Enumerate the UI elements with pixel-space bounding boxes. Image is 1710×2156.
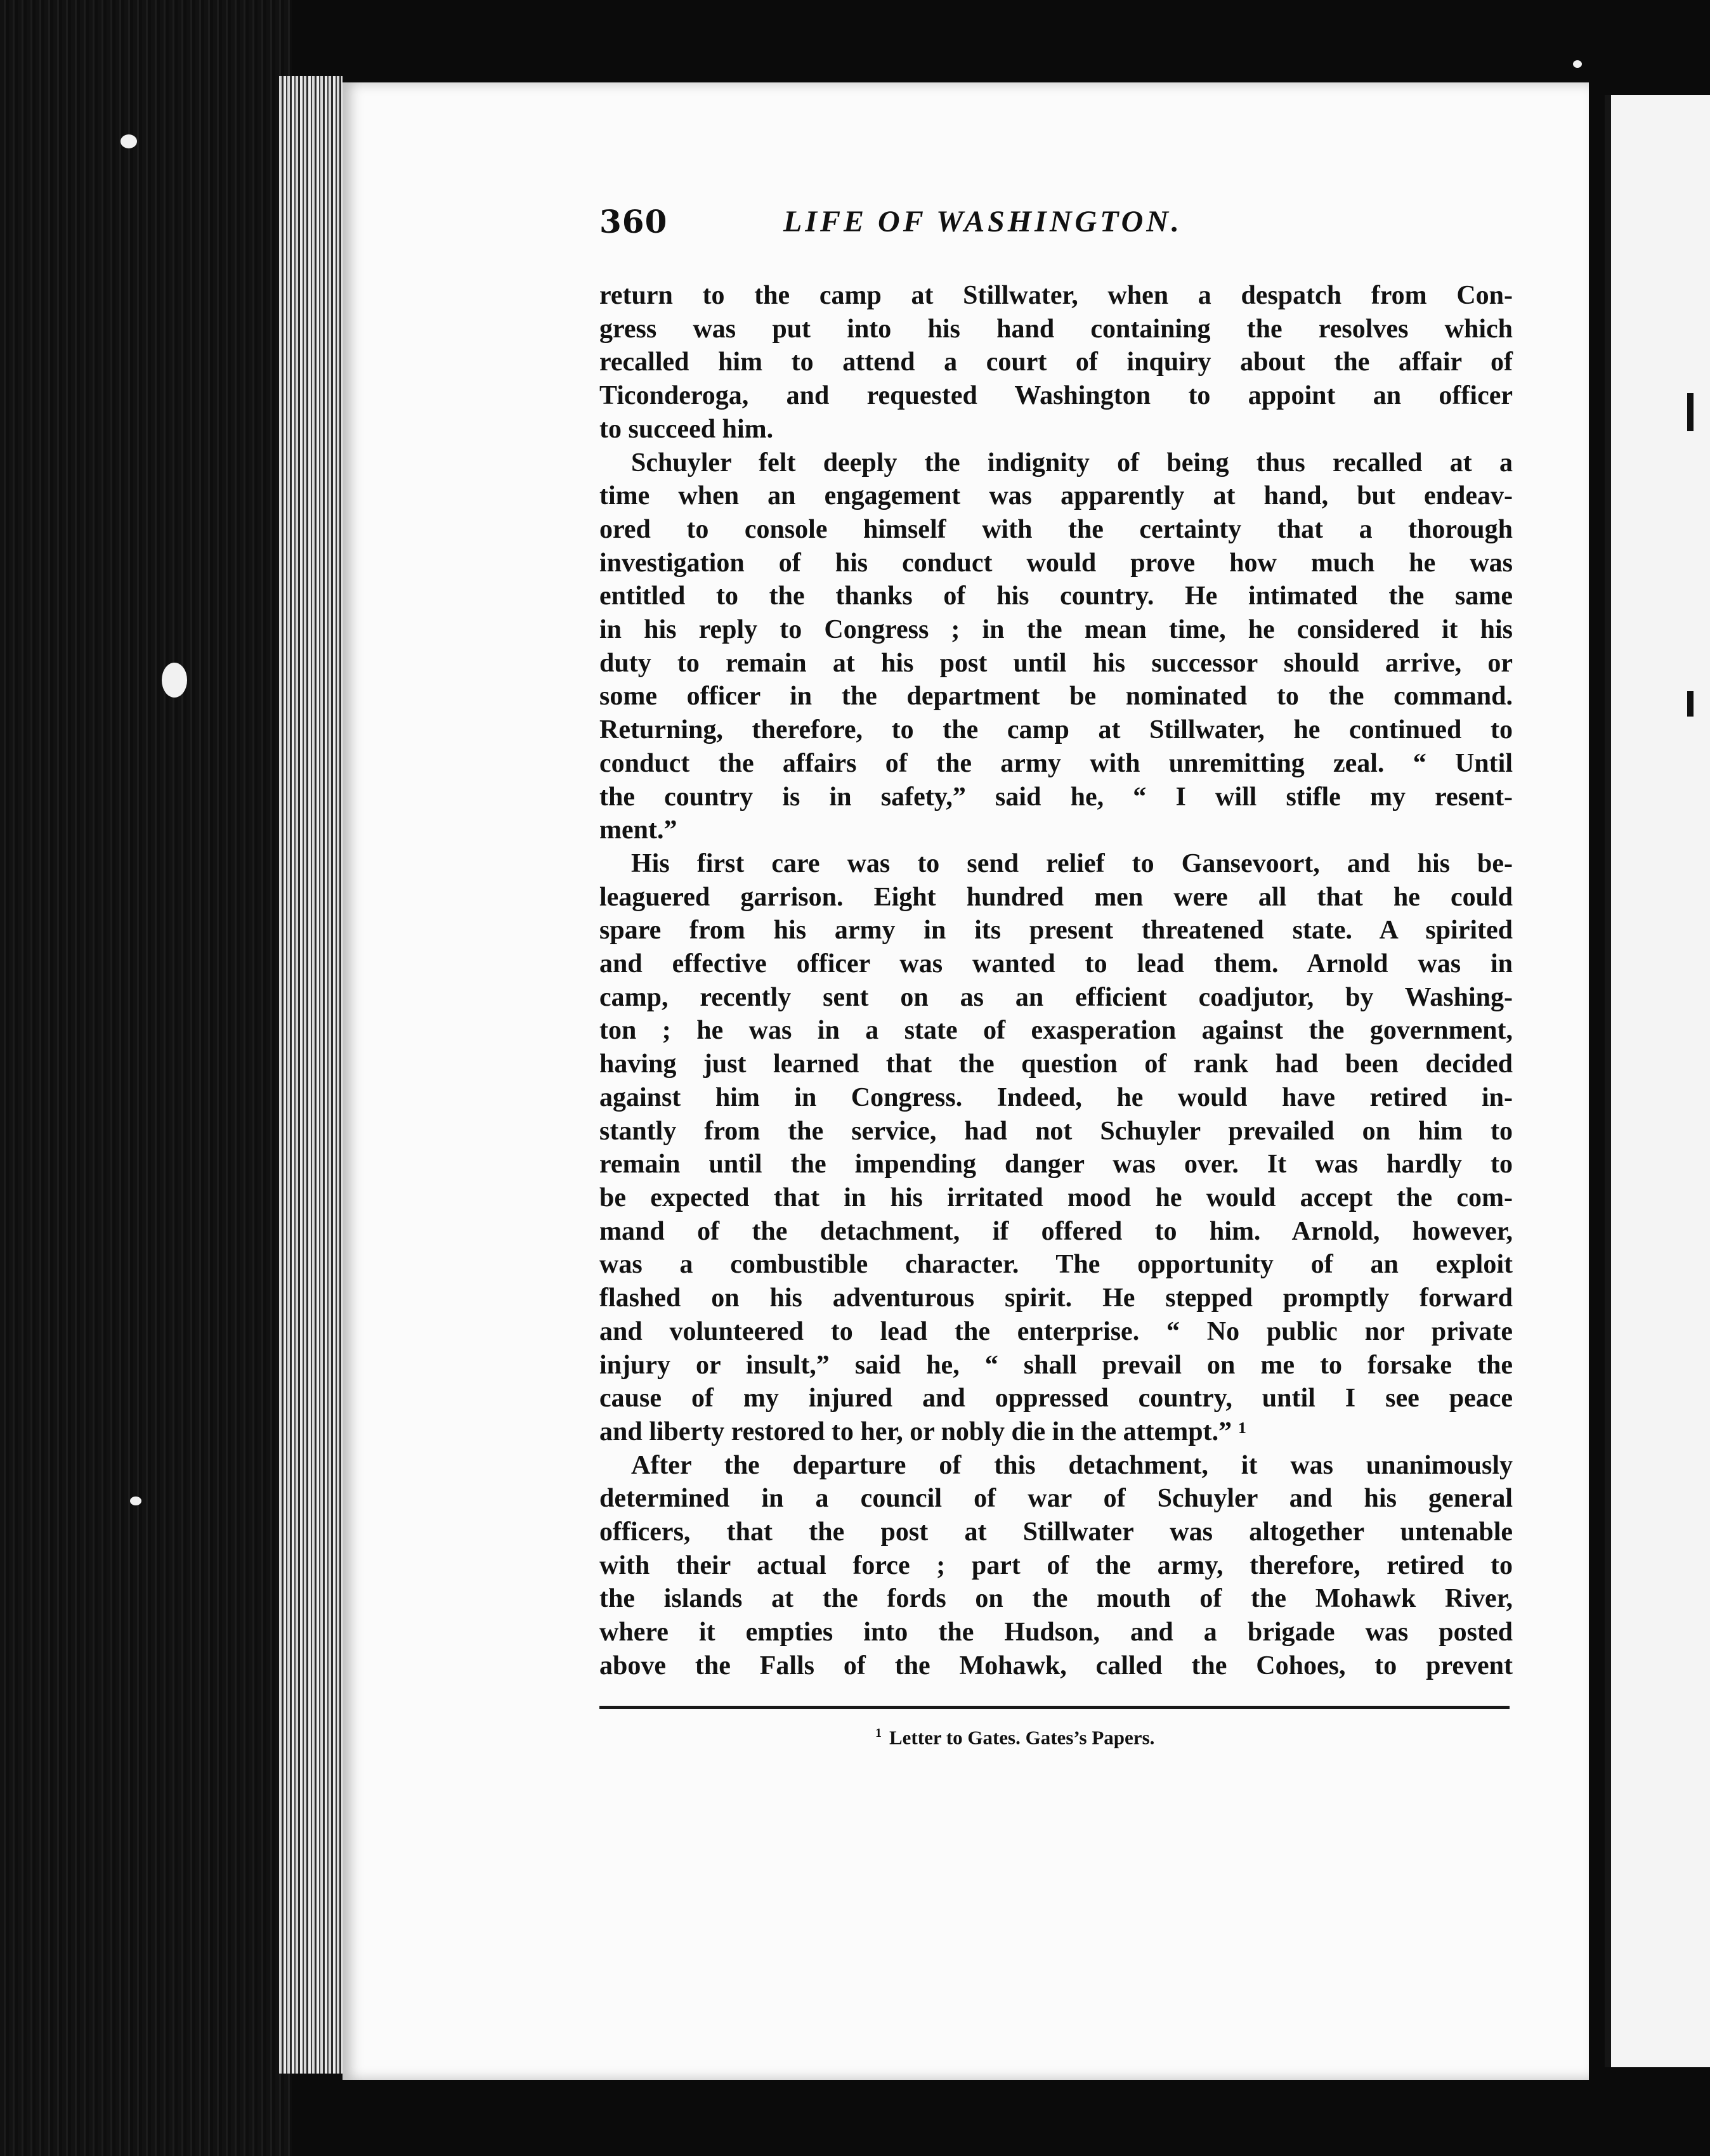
page-header <box>599 203 1297 254</box>
text-line: and effective officer was wanted to lead them. Arnold was in <box>599 949 1513 979</box>
footnote-rule <box>599 1706 1510 1709</box>
running-title: LIFE OF WASHINGTON. <box>783 205 1182 238</box>
text-line: gress was put into his hand containing the resolves which <box>599 314 1513 344</box>
text-line: ment.” <box>599 815 677 845</box>
book-spine <box>0 0 292 2156</box>
text-line: to succeed him. <box>599 414 774 444</box>
text-line: injury or insult,” said he, “ shall prevail on me to forsake the <box>599 1350 1513 1380</box>
text-line: be expected that in his irritated mood he would accept the com- <box>599 1183 1513 1212</box>
paragraph <box>599 279 1513 446</box>
text-line: above the Falls of the Mohawk, called the Cohoes, to prevent <box>599 1651 1513 1680</box>
text-line: and liberty restored to her, or nobly die in the attempt.” ¹ <box>599 1417 1247 1446</box>
text-line: duty to remain at his post until his successor should arrive, or <box>599 648 1513 678</box>
text-line: time when an engagement was apparently at hand, but endeav- <box>599 481 1513 511</box>
text-line: having just learned that the question of rank had been decided <box>599 1049 1513 1079</box>
text-line: After the departure of this detachment, it was unanimously <box>631 1450 1513 1480</box>
text-line: was a combustible character. The opportunity of an exploit <box>599 1250 1513 1280</box>
text-line: ored to console himself with the certainty that a thorough <box>599 514 1513 544</box>
text-line: flashed on his adventurous spirit. He stepped promptly forward <box>599 1283 1513 1313</box>
text-line: ton ; he was in a state of exasperation against the government, <box>599 1016 1513 1046</box>
body-text <box>599 279 1513 1683</box>
footnote <box>875 1726 1154 1749</box>
page-number: 360 <box>599 203 668 240</box>
page-edges <box>279 76 343 2074</box>
text-line: the islands at the fords on the mouth of the Mohawk River, <box>599 1584 1513 1614</box>
text-line: conduct the affairs of the army with unremitting zeal. “ Until <box>599 748 1513 778</box>
text-line: Ticonderoga, and requested Washington to appoint an officer <box>599 381 1513 411</box>
paper-speck <box>121 134 137 148</box>
text-line: some officer in the department be nominated to the command. <box>599 682 1513 711</box>
footnote-text: Letter to Gates. Gates’s Papers. <box>889 1726 1155 1749</box>
text-line: against him in Congress. Indeed, he would have retired in- <box>599 1082 1513 1112</box>
text-line: investigation of his conduct would prove how much he was <box>599 548 1513 578</box>
footnote-marker: 1 <box>875 1726 882 1740</box>
text-line: remain until the impending danger was over. It was hardly to <box>599 1150 1513 1179</box>
text-line: in his reply to Congress ; in the mean time, he considered it his <box>599 615 1513 645</box>
text-line: and volunteered to lead the enterprise. “ No public nor private <box>599 1316 1513 1346</box>
paragraph <box>599 1449 1513 1683</box>
text-line: return to the camp at Stillwater, when a despatch from Con- <box>599 281 1513 310</box>
text-line: mand of the detachment, if offered to him. Arnold, however, <box>599 1216 1513 1246</box>
text-line: determined in a council of war of Schuyler and his general <box>599 1484 1513 1514</box>
text-line: His first care was to send relief to Gansevoort, and his be- <box>631 848 1513 878</box>
paper-speck <box>130 1497 141 1505</box>
text-line: leaguered garrison. Eight hundred men were all that he could <box>599 882 1513 912</box>
paper-speck <box>162 663 187 698</box>
text-line: camp, recently sent on as an efficient coadjutor, by Washing- <box>599 982 1513 1012</box>
paper-speck <box>1573 60 1582 68</box>
text-line: spare from his army in its present threatened state. A spirited <box>599 916 1513 945</box>
text-line: entitled to the thanks of his country. He intimated the same <box>599 581 1513 611</box>
text-line: stantly from the service, had not Schuyler prevailed on him to <box>599 1116 1513 1146</box>
text-line: officers, that the post at Stillwater was altogether untenable <box>599 1517 1513 1547</box>
paragraph <box>599 446 1513 847</box>
text-line: cause of my injured and oppressed country, until I see peace <box>599 1384 1513 1413</box>
text-line: the country is in safety,” said he, “ I will stifle my resent- <box>599 782 1513 812</box>
text-line: Schuyler felt deeply the indignity of being thus recalled at a <box>631 448 1513 477</box>
text-line: with their actual force ; part of the army, therefore, retired to <box>599 1550 1513 1580</box>
text-line: recalled him to attend a court of inquiry about the affair of <box>599 347 1513 377</box>
text-line: Returning, therefore, to the camp at Stillwater, he continued to <box>599 715 1513 745</box>
paragraph <box>599 847 1513 1449</box>
adjacent-page <box>1605 95 1710 2067</box>
text-line: where it empties into the Hudson, and a brigade was posted <box>599 1618 1513 1647</box>
